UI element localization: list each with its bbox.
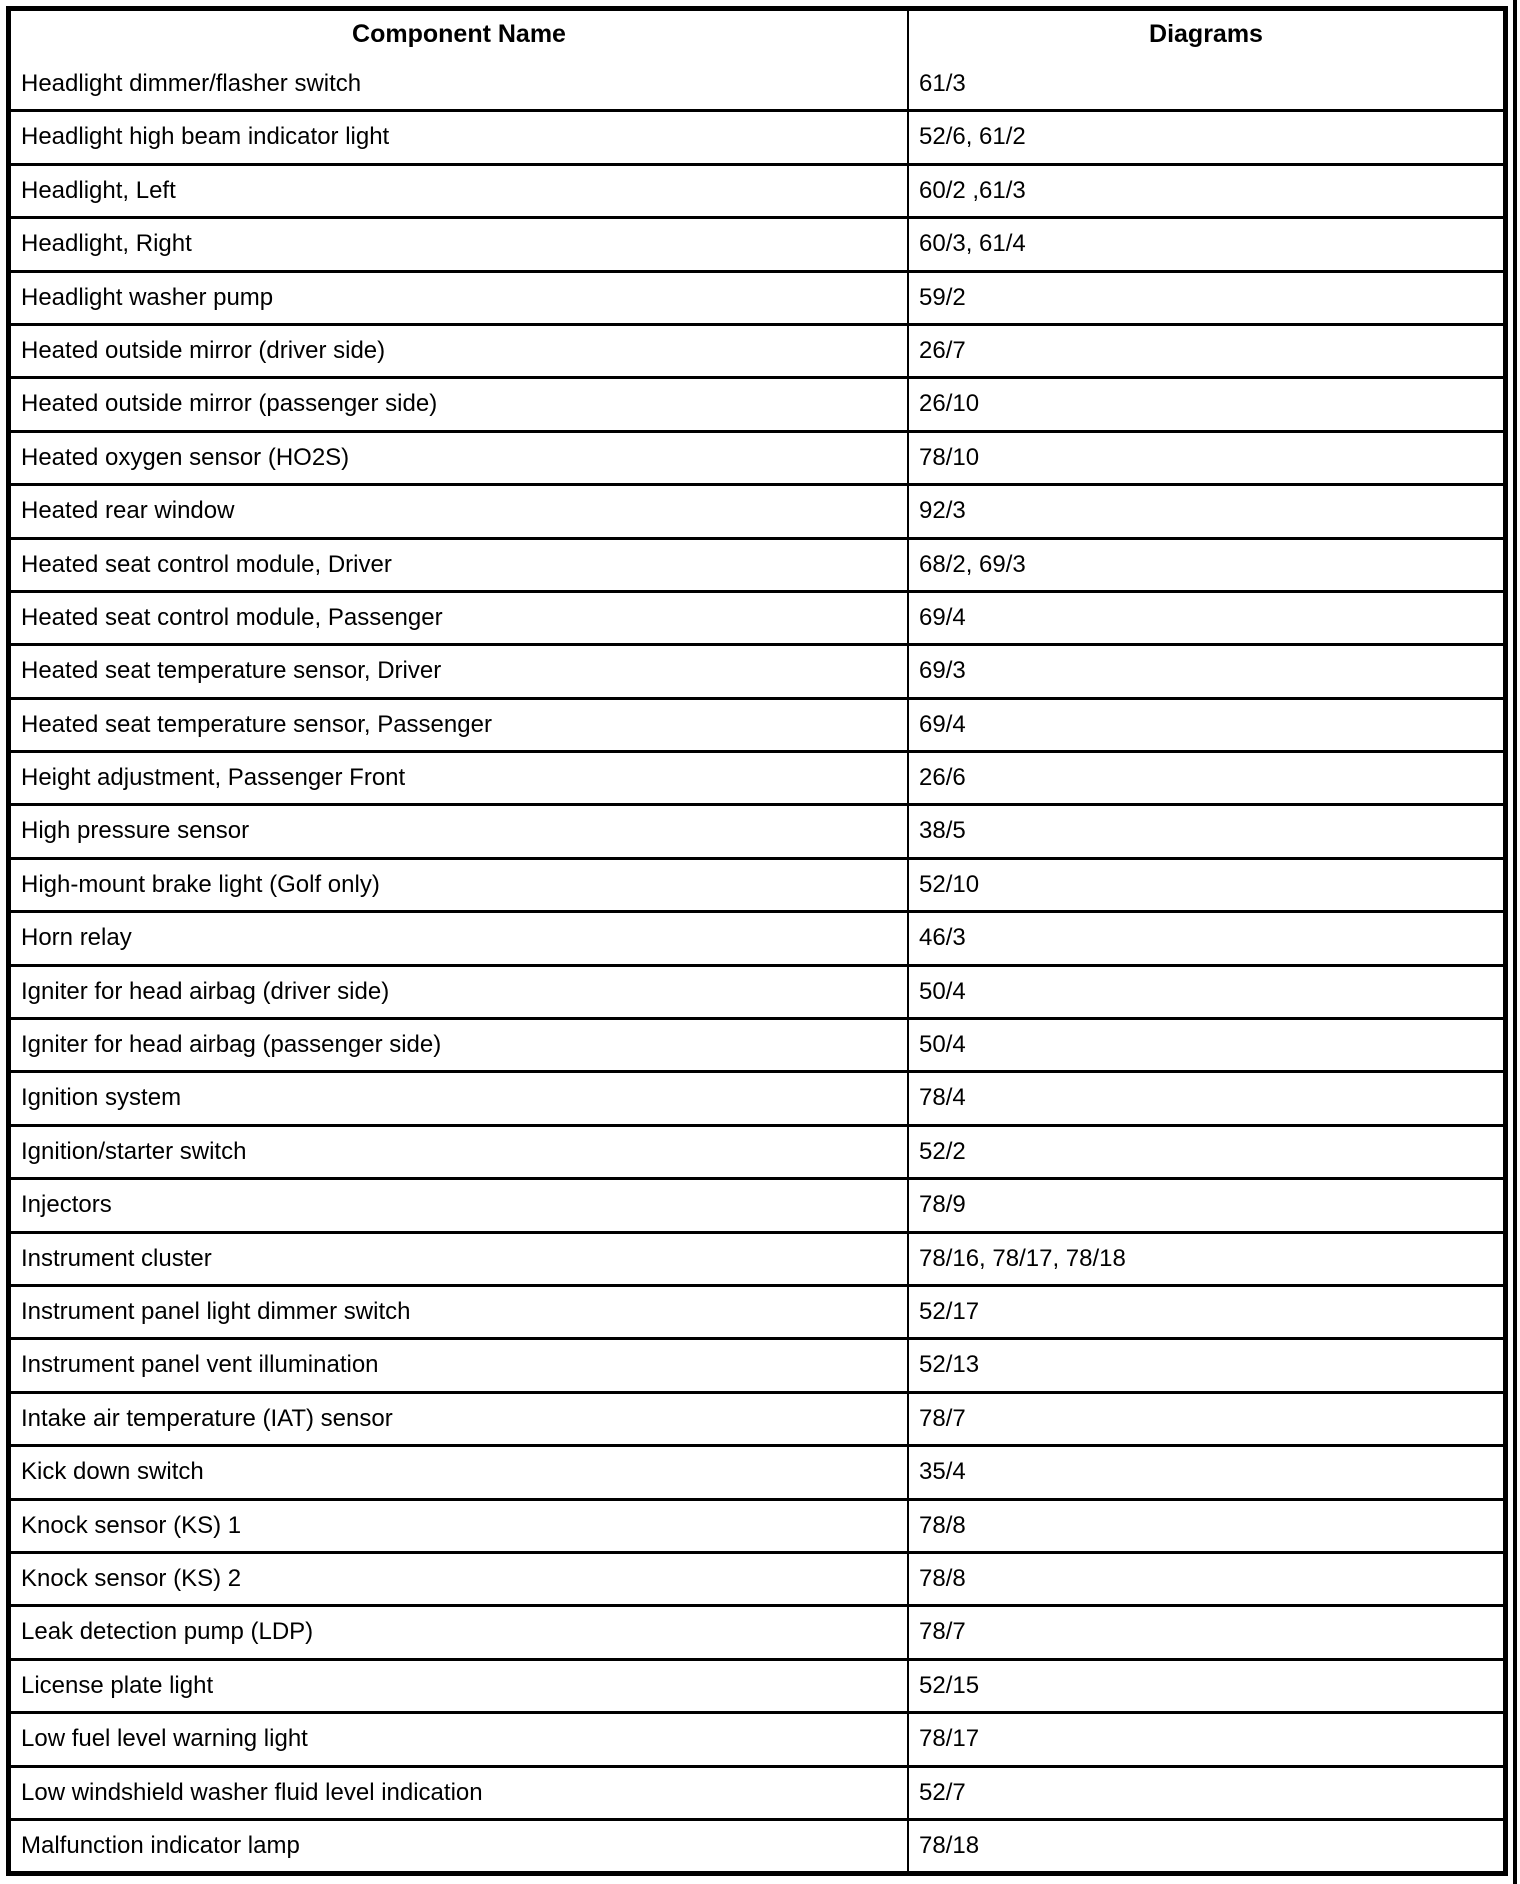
component-name-cell: Headlight, Left (11, 166, 909, 216)
table-row (11, 1070, 1503, 1123)
component-name-cell: Headlight, Right (11, 219, 909, 269)
diagrams-cell: 52/10 (919, 870, 980, 898)
table-row (11, 1658, 1503, 1711)
table-row (11, 697, 1503, 750)
table-row (11, 1391, 1503, 1444)
diagrams-cell: 52/13 (919, 1351, 980, 1379)
column-header-component-name: Component Name (11, 11, 909, 59)
component-name-cell: Low fuel level warning light (11, 1714, 909, 1764)
table-row (11, 1711, 1503, 1764)
component-name-cell: Heated oxygen sensor (HO2S) (11, 433, 909, 483)
table-row (11, 216, 1503, 269)
diagrams-cell: 68/2, 69/3 (919, 550, 1026, 578)
diagrams-cell: 69/3 (919, 657, 966, 685)
diagrams-cell: 52/15 (919, 1671, 980, 1699)
diagrams-cell: 52/2 (919, 1137, 966, 1165)
component-name-cell: Headlight high beam indicator light (11, 112, 909, 162)
component-name-cell: Intake air temperature (IAT) sensor (11, 1394, 909, 1444)
table-row (11, 643, 1503, 696)
table-row (11, 376, 1503, 429)
diagrams-cell: 26/7 (919, 336, 966, 364)
diagrams-cell: 35/4 (919, 1458, 966, 1486)
table-row (11, 1604, 1503, 1657)
component-name-cell: License plate light (11, 1661, 909, 1711)
diagrams-cell: 46/3 (919, 924, 966, 952)
component-name-cell: Height adjustment, Passenger Front (11, 753, 909, 803)
component-name-cell: Heated seat temperature sensor, Passenger (11, 700, 909, 750)
table-row (11, 1231, 1503, 1284)
table-row (11, 163, 1503, 216)
component-name-cell: Horn relay (11, 913, 909, 963)
component-name-cell: Heated outside mirror (passenger side) (11, 379, 909, 429)
table-header-row (11, 11, 1503, 59)
component-name-cell: Injectors (11, 1180, 909, 1230)
component-diagram-table (6, 6, 1508, 1876)
table-row (11, 1177, 1503, 1230)
table-row (11, 483, 1503, 536)
table-row (11, 1284, 1503, 1337)
diagrams-cell: 60/2 ,61/3 (919, 176, 1026, 204)
diagrams-cell: 26/10 (919, 390, 980, 418)
table-row (11, 964, 1503, 1017)
table-row (11, 270, 1503, 323)
table-row (11, 59, 1503, 109)
component-name-cell: Malfunction indicator lamp (11, 1821, 909, 1871)
diagrams-cell: 78/18 (919, 1831, 980, 1859)
table-row (11, 590, 1503, 643)
diagrams-cell: 92/3 (919, 497, 966, 525)
table-row (11, 750, 1503, 803)
diagrams-cell: 69/4 (919, 603, 966, 631)
table-row (11, 430, 1503, 483)
component-name-cell: Instrument cluster (11, 1234, 909, 1284)
diagrams-cell: 78/7 (919, 1618, 966, 1646)
diagrams-cell: 52/6, 61/2 (919, 123, 1026, 151)
component-name-cell: Instrument panel vent illumination (11, 1340, 909, 1390)
table-row (11, 537, 1503, 590)
table-row (11, 1765, 1503, 1818)
component-name-cell: High-mount brake light (Golf only) (11, 860, 909, 910)
diagrams-cell: 26/6 (919, 764, 966, 792)
component-name-cell: High pressure sensor (11, 806, 909, 856)
component-name-cell: Heated outside mirror (driver side) (11, 326, 909, 376)
diagrams-cell: 52/17 (919, 1297, 980, 1325)
column-header-diagrams: Diagrams (1149, 20, 1263, 49)
table-body (11, 59, 1503, 1871)
table-row (11, 1498, 1503, 1551)
diagrams-cell: 78/8 (919, 1564, 966, 1592)
component-name-cell: Headlight dimmer/flasher switch (11, 59, 909, 109)
table-row (11, 1818, 1503, 1871)
diagrams-cell: 69/4 (919, 710, 966, 738)
table-row (11, 857, 1503, 910)
component-name-cell: Igniter for head airbag (driver side) (11, 967, 909, 1017)
component-name-cell: Igniter for head airbag (passenger side) (11, 1020, 909, 1070)
component-name-cell: Instrument panel light dimmer switch (11, 1287, 909, 1337)
component-name-cell: Headlight washer pump (11, 273, 909, 323)
diagrams-cell: 78/10 (919, 443, 980, 471)
diagrams-cell: 38/5 (919, 817, 966, 845)
diagrams-cell: 50/4 (919, 1031, 966, 1059)
table-row (11, 1551, 1503, 1604)
table-row (11, 1017, 1503, 1070)
table-row (11, 1337, 1503, 1390)
diagrams-cell: 59/2 (919, 283, 966, 311)
component-name-cell: Heated rear window (11, 486, 909, 536)
table-row (11, 109, 1503, 162)
diagrams-cell: 78/9 (919, 1191, 966, 1219)
component-name-cell: Knock sensor (KS) 1 (11, 1501, 909, 1551)
diagrams-cell: 78/4 (919, 1084, 966, 1112)
diagrams-cell: 52/7 (919, 1778, 966, 1806)
component-name-cell: Leak detection pump (LDP) (11, 1607, 909, 1657)
table-row (11, 803, 1503, 856)
diagrams-cell: 78/17 (919, 1725, 980, 1753)
component-name-cell: Heated seat control module, Driver (11, 540, 909, 590)
table-row (11, 1444, 1503, 1497)
component-name-cell: Ignition system (11, 1073, 909, 1123)
component-name-cell: Low windshield washer fluid level indication (11, 1768, 909, 1818)
component-name-cell: Heated seat temperature sensor, Driver (11, 646, 909, 696)
diagrams-cell: 50/4 (919, 977, 966, 1005)
component-name-cell: Heated seat control module, Passenger (11, 593, 909, 643)
diagrams-cell: 78/8 (919, 1511, 966, 1539)
diagrams-cell: 60/3, 61/4 (919, 230, 1026, 258)
table-row (11, 910, 1503, 963)
component-name-cell: Ignition/starter switch (11, 1127, 909, 1177)
component-name-cell: Kick down switch (11, 1447, 909, 1497)
table-row (11, 323, 1503, 376)
component-name-cell: Knock sensor (KS) 2 (11, 1554, 909, 1604)
diagrams-cell: 61/3 (919, 70, 966, 97)
diagrams-cell: 78/16, 78/17, 78/18 (919, 1244, 1126, 1272)
table-row (11, 1124, 1503, 1177)
page-edge-line (1513, 0, 1517, 1884)
diagrams-cell: 78/7 (919, 1404, 966, 1432)
